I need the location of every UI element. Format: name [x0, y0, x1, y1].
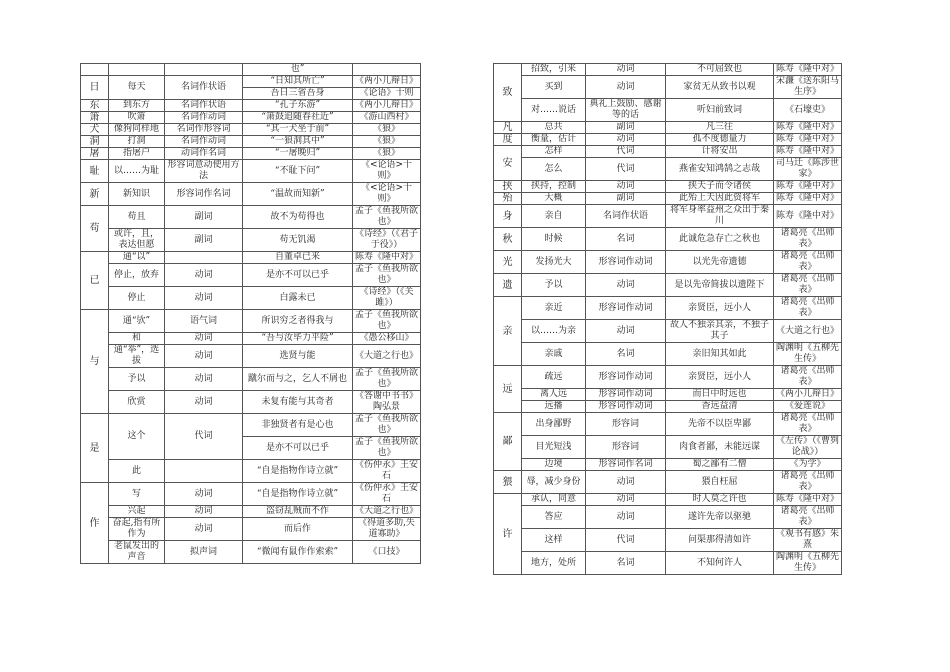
usage-cell: 名词作动词: [165, 136, 243, 148]
table-row: [81, 112, 421, 124]
usage-cell: 动词: [165, 345, 243, 368]
meaning-cell: 老鼠发出的声音: [109, 541, 165, 564]
source-cell: [353, 64, 421, 76]
meaning-cell: 招致，引来: [522, 64, 586, 76]
source-cell: 《<论语>十则》: [353, 183, 421, 206]
usage-cell: 副词: [165, 206, 243, 229]
example-cell: 不知何许人: [666, 552, 774, 575]
right-vocab-table: [493, 63, 842, 575]
meaning-cell: 亲近: [522, 297, 586, 320]
table-row: [81, 206, 421, 229]
meaning-cell: 新知识: [109, 183, 165, 206]
usage-cell: 名词作状语: [586, 205, 666, 228]
meaning-cell: 兴起: [109, 506, 165, 518]
source-cell: 孟子《鱼我所欲也》: [353, 437, 421, 460]
source-cell: 诸葛亮《出师表》: [774, 297, 842, 320]
headword-cell: 作: [81, 483, 109, 564]
table-row: [494, 436, 842, 459]
source-cell: 《<论语>十则》: [353, 160, 421, 183]
table-row: [494, 76, 842, 99]
usage-cell: 副词: [586, 193, 666, 205]
table-row: [81, 414, 421, 437]
example-cell: “日知其所亡”: [243, 76, 353, 88]
usage-cell: 动词: [165, 391, 243, 414]
headword-cell: 挟: [494, 181, 522, 193]
source-cell: 陶渊明《五柳先生传》: [774, 343, 842, 366]
meaning-cell: 边境: [522, 459, 586, 471]
example-cell: 白露未已: [243, 287, 353, 310]
source-cell: 诸葛亮《出师表》: [774, 413, 842, 436]
usage-cell: 动词作名词: [165, 148, 243, 160]
source-cell: 陈寿《隆中对》: [774, 205, 842, 228]
example-cell: “自是指物作诗立就”: [243, 460, 353, 483]
source-cell: 《大道之行也》: [353, 506, 421, 518]
source-cell: 《狼》: [353, 124, 421, 136]
headword-cell: 苟: [81, 206, 109, 252]
meaning-cell: 衡量，估计: [522, 134, 586, 146]
headword-cell: 殆: [494, 193, 522, 205]
example-cell: 而日中时远也: [666, 389, 774, 401]
headword-cell: 许: [494, 494, 522, 575]
example-cell: 时人莫之许也: [666, 494, 774, 506]
usage-cell: 名词: [586, 552, 666, 575]
example-cell: 故人不独亲其亲，不独子其子: [666, 320, 774, 343]
example-cell: 吾日三省吾身: [243, 88, 353, 100]
source-cell: 诸葛亮《出师表》: [774, 274, 842, 297]
usage-cell: 动词: [165, 287, 243, 310]
usage-cell: 动词: [586, 76, 666, 99]
source-cell: 诸葛亮《出师表》: [774, 228, 842, 251]
example-cell: 猥自枉屈: [666, 471, 774, 494]
table-row: [494, 506, 842, 529]
table-row: [81, 183, 421, 206]
source-cell: 《伤仲永》王安石: [353, 483, 421, 506]
usage-cell: 形容词作动词: [586, 251, 666, 274]
headword-cell: [81, 64, 109, 76]
meaning-cell: 以……为耻: [109, 160, 165, 183]
meaning-cell: 此: [109, 460, 165, 483]
source-cell: 《伤仲永》王安石: [353, 460, 421, 483]
example-cell: “其一犬坐于前”: [243, 124, 353, 136]
meaning-cell: 辱，减少身份: [522, 471, 586, 494]
meaning-cell: 予以: [109, 368, 165, 391]
source-cell: 《愚公移山》: [353, 333, 421, 345]
meaning-cell: 通“以”: [109, 252, 165, 264]
usage-cell: 动词: [165, 368, 243, 391]
usage-cell: 形容词: [586, 436, 666, 459]
usage-cell: 名词: [586, 343, 666, 366]
right-table-body: [494, 64, 842, 575]
meaning-cell: 远播: [522, 401, 586, 413]
example-cell: 此殆上天因此资将军: [666, 193, 774, 205]
table-row: [494, 494, 842, 506]
usage-cell: 代词: [586, 146, 666, 158]
usage-cell: 典礼上鼓励、感谢等的话: [586, 99, 666, 122]
table-row: [81, 76, 421, 88]
source-cell: 《两小儿辩日》: [353, 76, 421, 88]
meaning-cell: 苟且: [109, 206, 165, 229]
headword-cell: 新: [81, 183, 109, 206]
example-cell: “一狼洞其中”: [243, 136, 353, 148]
table-row: [494, 529, 842, 552]
usage-cell: 代词: [586, 158, 666, 181]
headword-cell: 箫: [81, 112, 109, 124]
headword-cell: 是: [81, 414, 109, 483]
example-cell: 也”: [243, 64, 353, 76]
table-row: [494, 181, 842, 193]
meaning-cell: 打洞: [109, 136, 165, 148]
meaning-cell: 这个: [109, 414, 165, 460]
table-row: [81, 124, 421, 136]
meaning-cell: 亲自: [522, 205, 586, 228]
table-row: [494, 64, 842, 76]
example-cell: 肉食者鄙，未能远谋: [666, 436, 774, 459]
table-row: [81, 252, 421, 264]
source-cell: 《游山西村》: [353, 112, 421, 124]
usage-cell: 动词: [586, 64, 666, 76]
usage-cell: 名词作动词: [165, 112, 243, 124]
headword-cell: 度: [494, 134, 522, 146]
usage-cell: 动词: [586, 181, 666, 193]
source-cell: 孟子《鱼我所欲也》: [353, 264, 421, 287]
example-cell: 选贤与能: [243, 345, 353, 368]
usage-cell: [165, 460, 243, 483]
example-cell: 未复有能与其奇者: [243, 391, 353, 414]
meaning-cell: 时候: [522, 228, 586, 251]
meaning-cell: 奋起,指有所作为: [109, 518, 165, 541]
table-row: [494, 343, 842, 366]
example-cell: 亲贤臣，远小人: [666, 366, 774, 389]
table-row: [81, 100, 421, 112]
source-cell: 宋濂《送东阳马生序》: [774, 76, 842, 99]
headword-cell: 鄙: [494, 413, 522, 471]
headword-cell: 耻: [81, 160, 109, 183]
left-table-body: [81, 64, 421, 564]
example-cell: 亲旧知其如此: [666, 343, 774, 366]
usage-cell: 语气词: [165, 310, 243, 333]
source-cell: 陈寿《隆中对》: [353, 252, 421, 264]
table-row: [494, 193, 842, 205]
usage-cell: 名词: [586, 228, 666, 251]
table-row: [81, 64, 421, 76]
meaning-cell: 怎样: [522, 146, 586, 158]
table-row: [494, 401, 842, 413]
source-cell: 陈寿《隆中对》: [774, 64, 842, 76]
example-cell: 不可屈致也: [666, 64, 774, 76]
meaning-cell: 地方，处所: [522, 552, 586, 575]
table-row: [81, 264, 421, 287]
table-row: [494, 146, 842, 158]
left-vocab-table: [80, 63, 421, 564]
source-cell: 《大道之行也》: [774, 320, 842, 343]
example-cell: 蜀之鄙有二僧: [666, 459, 774, 471]
table-row: [81, 310, 421, 333]
usage-cell: 代词: [586, 529, 666, 552]
example-cell: 所识穷乏者得我与: [243, 310, 353, 333]
meaning-cell: 或许，且，表达但愿: [109, 229, 165, 252]
example-cell: 将军身率益州之众出于秦川: [666, 205, 774, 228]
usage-cell: 动词: [586, 320, 666, 343]
table-row: [81, 229, 421, 252]
example-cell: “箫鼓追随春社近”: [243, 112, 353, 124]
meaning-cell: 每天: [109, 76, 165, 100]
source-cell: 《爱莲说》: [774, 401, 842, 413]
table-row: [494, 122, 842, 134]
table-row: [494, 205, 842, 228]
source-cell: 《两小儿辩日》: [353, 100, 421, 112]
table-row: [494, 320, 842, 343]
meaning-cell: 这样: [522, 529, 586, 552]
table-row: [494, 366, 842, 389]
source-cell: 孟子《鱼我所欲也》: [353, 414, 421, 437]
usage-cell: 副词: [165, 229, 243, 252]
source-cell: 《左传》（《曹刿论战》）: [774, 436, 842, 459]
usage-cell: 动词: [165, 506, 243, 518]
meaning-cell: 亲戚: [522, 343, 586, 366]
table-row: [81, 136, 421, 148]
usage-cell: 名词作状语: [165, 100, 243, 112]
table-row: [494, 459, 842, 471]
headword-cell: 已: [81, 252, 109, 310]
example-cell: 问渠那得清如许: [666, 529, 774, 552]
table-row: [81, 368, 421, 391]
example-cell: 以光先帝遗德: [666, 251, 774, 274]
meaning-cell: 买到: [522, 76, 586, 99]
example-cell: 燕雀安知鸿鹄之志哉: [666, 158, 774, 181]
example-cell: 故不为苟得也: [243, 206, 353, 229]
example-cell: “一屠晚归”: [243, 148, 353, 160]
source-cell: 诸葛亮《出师表》: [774, 251, 842, 274]
example-cell: 凡三往: [666, 122, 774, 134]
table-row: [81, 460, 421, 483]
source-cell: 《石壕吏》: [774, 99, 842, 122]
table-row: [494, 158, 842, 181]
example-cell: 计将安出: [666, 146, 774, 158]
table-row: [494, 471, 842, 494]
meaning-cell: 吹箫: [109, 112, 165, 124]
example-cell: 自董卓已来: [243, 252, 353, 264]
usage-cell: 动词: [586, 274, 666, 297]
headword-cell: 致: [494, 64, 522, 122]
meaning-cell: 停止: [109, 287, 165, 310]
usage-cell: 动词: [586, 506, 666, 529]
source-cell: 诸葛亮《出师表》: [774, 471, 842, 494]
meaning-cell: 通“举”，选拔: [109, 345, 165, 368]
meaning-cell: 挟持，控制: [522, 181, 586, 193]
headword-cell: 猥: [494, 471, 522, 494]
source-cell: 陈寿《隆中对》: [774, 193, 842, 205]
source-cell: 陈寿《隆中对》: [774, 494, 842, 506]
meaning-cell: 发扬光大: [522, 251, 586, 274]
example-cell: “吾与汝毕力平险”: [243, 333, 353, 345]
source-cell: 陈寿《隆中对》: [774, 134, 842, 146]
usage-cell: 形容词: [586, 413, 666, 436]
meaning-cell: 予以: [522, 274, 586, 297]
meaning-cell: 答应: [522, 506, 586, 529]
source-cell: 陈寿《隆中对》: [774, 181, 842, 193]
source-cell: 《论语》十则: [353, 88, 421, 100]
table-row: [494, 274, 842, 297]
source-cell: 诸葛亮《出师表》: [774, 366, 842, 389]
source-cell: 《大道之行也》: [353, 345, 421, 368]
source-cell: 《为学》: [774, 459, 842, 471]
meaning-cell: 写: [109, 483, 165, 506]
table-row: [81, 391, 421, 414]
meaning-cell: 疏远: [522, 366, 586, 389]
table-row: [81, 541, 421, 564]
source-cell: 诸葛亮《出师表》: [774, 506, 842, 529]
table-row: [494, 552, 842, 575]
usage-cell: 名词作形容词: [165, 124, 243, 136]
usage-cell: 形容词作动词: [586, 366, 666, 389]
source-cell: 《答谢中书书》陶弘景: [353, 391, 421, 414]
source-cell: 孟子《鱼我所欲也》: [353, 310, 421, 333]
usage-cell: 动词: [165, 483, 243, 506]
table-row: [81, 518, 421, 541]
meaning-cell: [109, 64, 165, 76]
meaning-cell: 总共: [522, 122, 586, 134]
table-row: [81, 333, 421, 345]
source-cell: 陈寿《隆中对》: [774, 122, 842, 134]
meaning-cell: 通“欤”: [109, 310, 165, 333]
source-cell: 《两小儿辩日》: [774, 389, 842, 401]
table-row: [494, 99, 842, 122]
example-cell: “自是指物作诗立就”: [243, 483, 353, 506]
table-row: [81, 160, 421, 183]
table-row: [494, 413, 842, 436]
example-cell: 家贫无从致书以观: [666, 76, 774, 99]
usage-cell: 代词: [165, 414, 243, 460]
table-row: [494, 389, 842, 401]
usage-cell: 动词: [165, 333, 243, 345]
meaning-cell: 以……为亲: [522, 320, 586, 343]
usage-cell: 形容词作名词: [165, 183, 243, 206]
usage-cell: 动词: [586, 471, 666, 494]
table-row: [494, 134, 842, 146]
meaning-cell: 对……说话: [522, 99, 586, 122]
example-cell: 遂许先帝以驱驰: [666, 506, 774, 529]
headword-cell: 东: [81, 100, 109, 112]
meaning-cell: 离人远: [522, 389, 586, 401]
meaning-cell: 和: [109, 333, 165, 345]
usage-cell: [165, 252, 243, 264]
example-cell: 蹴尔而与之，乞人不屑也: [243, 368, 353, 391]
headword-cell: 日: [81, 76, 109, 100]
headword-cell: 安: [494, 146, 522, 181]
meaning-cell: 承认，同意: [522, 494, 586, 506]
usage-cell: 拟声词: [165, 541, 243, 564]
headword-cell: 凡: [494, 122, 522, 134]
headword-cell: 犬: [81, 124, 109, 136]
headword-cell: 身: [494, 205, 522, 228]
meaning-cell: 到东方: [109, 100, 165, 112]
table-row: [81, 287, 421, 310]
table-row: [494, 228, 842, 251]
usage-cell: 形容词作名词: [586, 459, 666, 471]
meaning-cell: 目光短浅: [522, 436, 586, 459]
usage-cell: [165, 64, 243, 76]
source-cell: 陶渊明《五柳先生传》: [774, 552, 842, 575]
meaning-cell: 怎么: [522, 158, 586, 181]
headword-cell: 洞: [81, 136, 109, 148]
example-cell: 先帝不以臣卑鄙: [666, 413, 774, 436]
headword-cell: 与: [81, 310, 109, 414]
source-cell: 孟子《鱼我所欲也》: [353, 368, 421, 391]
headword-cell: 屠: [81, 148, 109, 160]
table-row: [81, 148, 421, 160]
example-cell: 是亦不可以已乎: [243, 264, 353, 287]
example-cell: 盗窃乱贼而不作: [243, 506, 353, 518]
example-cell: 孤不度德量力: [666, 134, 774, 146]
source-cell: 孟子《鱼我所欲也》: [353, 206, 421, 229]
headword-cell: 秋: [494, 228, 522, 251]
source-cell: 《诗经》（《关雎》）: [353, 287, 421, 310]
usage-cell: 形容词作动词: [586, 297, 666, 320]
table-row: [81, 506, 421, 518]
meaning-cell: 大概: [522, 193, 586, 205]
example-cell: 亲贤臣，远小人: [666, 297, 774, 320]
meaning-cell: 停止，放弃: [109, 264, 165, 287]
source-cell: 《观书有感》朱熹: [774, 529, 842, 552]
meaning-cell: 欣赏: [109, 391, 165, 414]
source-cell: 《狼》: [353, 136, 421, 148]
example-cell: 挟天子而令诸侯: [666, 181, 774, 193]
example-cell: 是以先帝简拔以遗陛下: [666, 274, 774, 297]
example-cell: 此诚危急存亡之秋也: [666, 228, 774, 251]
source-cell: 《诗经》（《君子于役》）: [353, 229, 421, 252]
meaning-cell: 指屠户: [109, 148, 165, 160]
source-cell: 《狼》: [353, 148, 421, 160]
example-cell: 苟无饥渴: [243, 229, 353, 252]
example-cell: “孔子东游”: [243, 100, 353, 112]
meaning-cell: 像狗同样地: [109, 124, 165, 136]
table-row: [494, 297, 842, 320]
headword-cell: 亲: [494, 297, 522, 366]
table-row: [81, 345, 421, 368]
example-cell: 而后作: [243, 518, 353, 541]
table-row: [494, 251, 842, 274]
example-cell: 香远益清: [666, 401, 774, 413]
usage-cell: 形容词意动使用方法: [165, 160, 243, 183]
source-cell: 陈寿《隆中对》: [774, 146, 842, 158]
example-cell: 听妇前致词: [666, 99, 774, 122]
example-cell: 非独贤者有是心也: [243, 414, 353, 437]
example-cell: “微闻有鼠作作索索”: [243, 541, 353, 564]
source-cell: 《得道多助,失道寡助》: [353, 518, 421, 541]
usage-cell: 名词作状语: [165, 76, 243, 100]
usage-cell: 动词: [586, 494, 666, 506]
usage-cell: 动词: [586, 134, 666, 146]
usage-cell: 副词: [586, 122, 666, 134]
example-cell: 是亦不可以已乎: [243, 437, 353, 460]
usage-cell: 动词: [165, 264, 243, 287]
source-cell: 司马迁《陈涉世家》: [774, 158, 842, 181]
headword-cell: 远: [494, 366, 522, 413]
headword-cell: 光: [494, 251, 522, 274]
example-cell: “不耻下问”: [243, 160, 353, 183]
usage-cell: 形容词作动词: [586, 389, 666, 401]
usage-cell: 形容词作动词: [586, 401, 666, 413]
example-cell: “温故而知新”: [243, 183, 353, 206]
table-row: [81, 483, 421, 506]
headword-cell: 遗: [494, 274, 522, 297]
usage-cell: 动词: [165, 518, 243, 541]
meaning-cell: 出身鄙野: [522, 413, 586, 436]
source-cell: 《口技》: [353, 541, 421, 564]
